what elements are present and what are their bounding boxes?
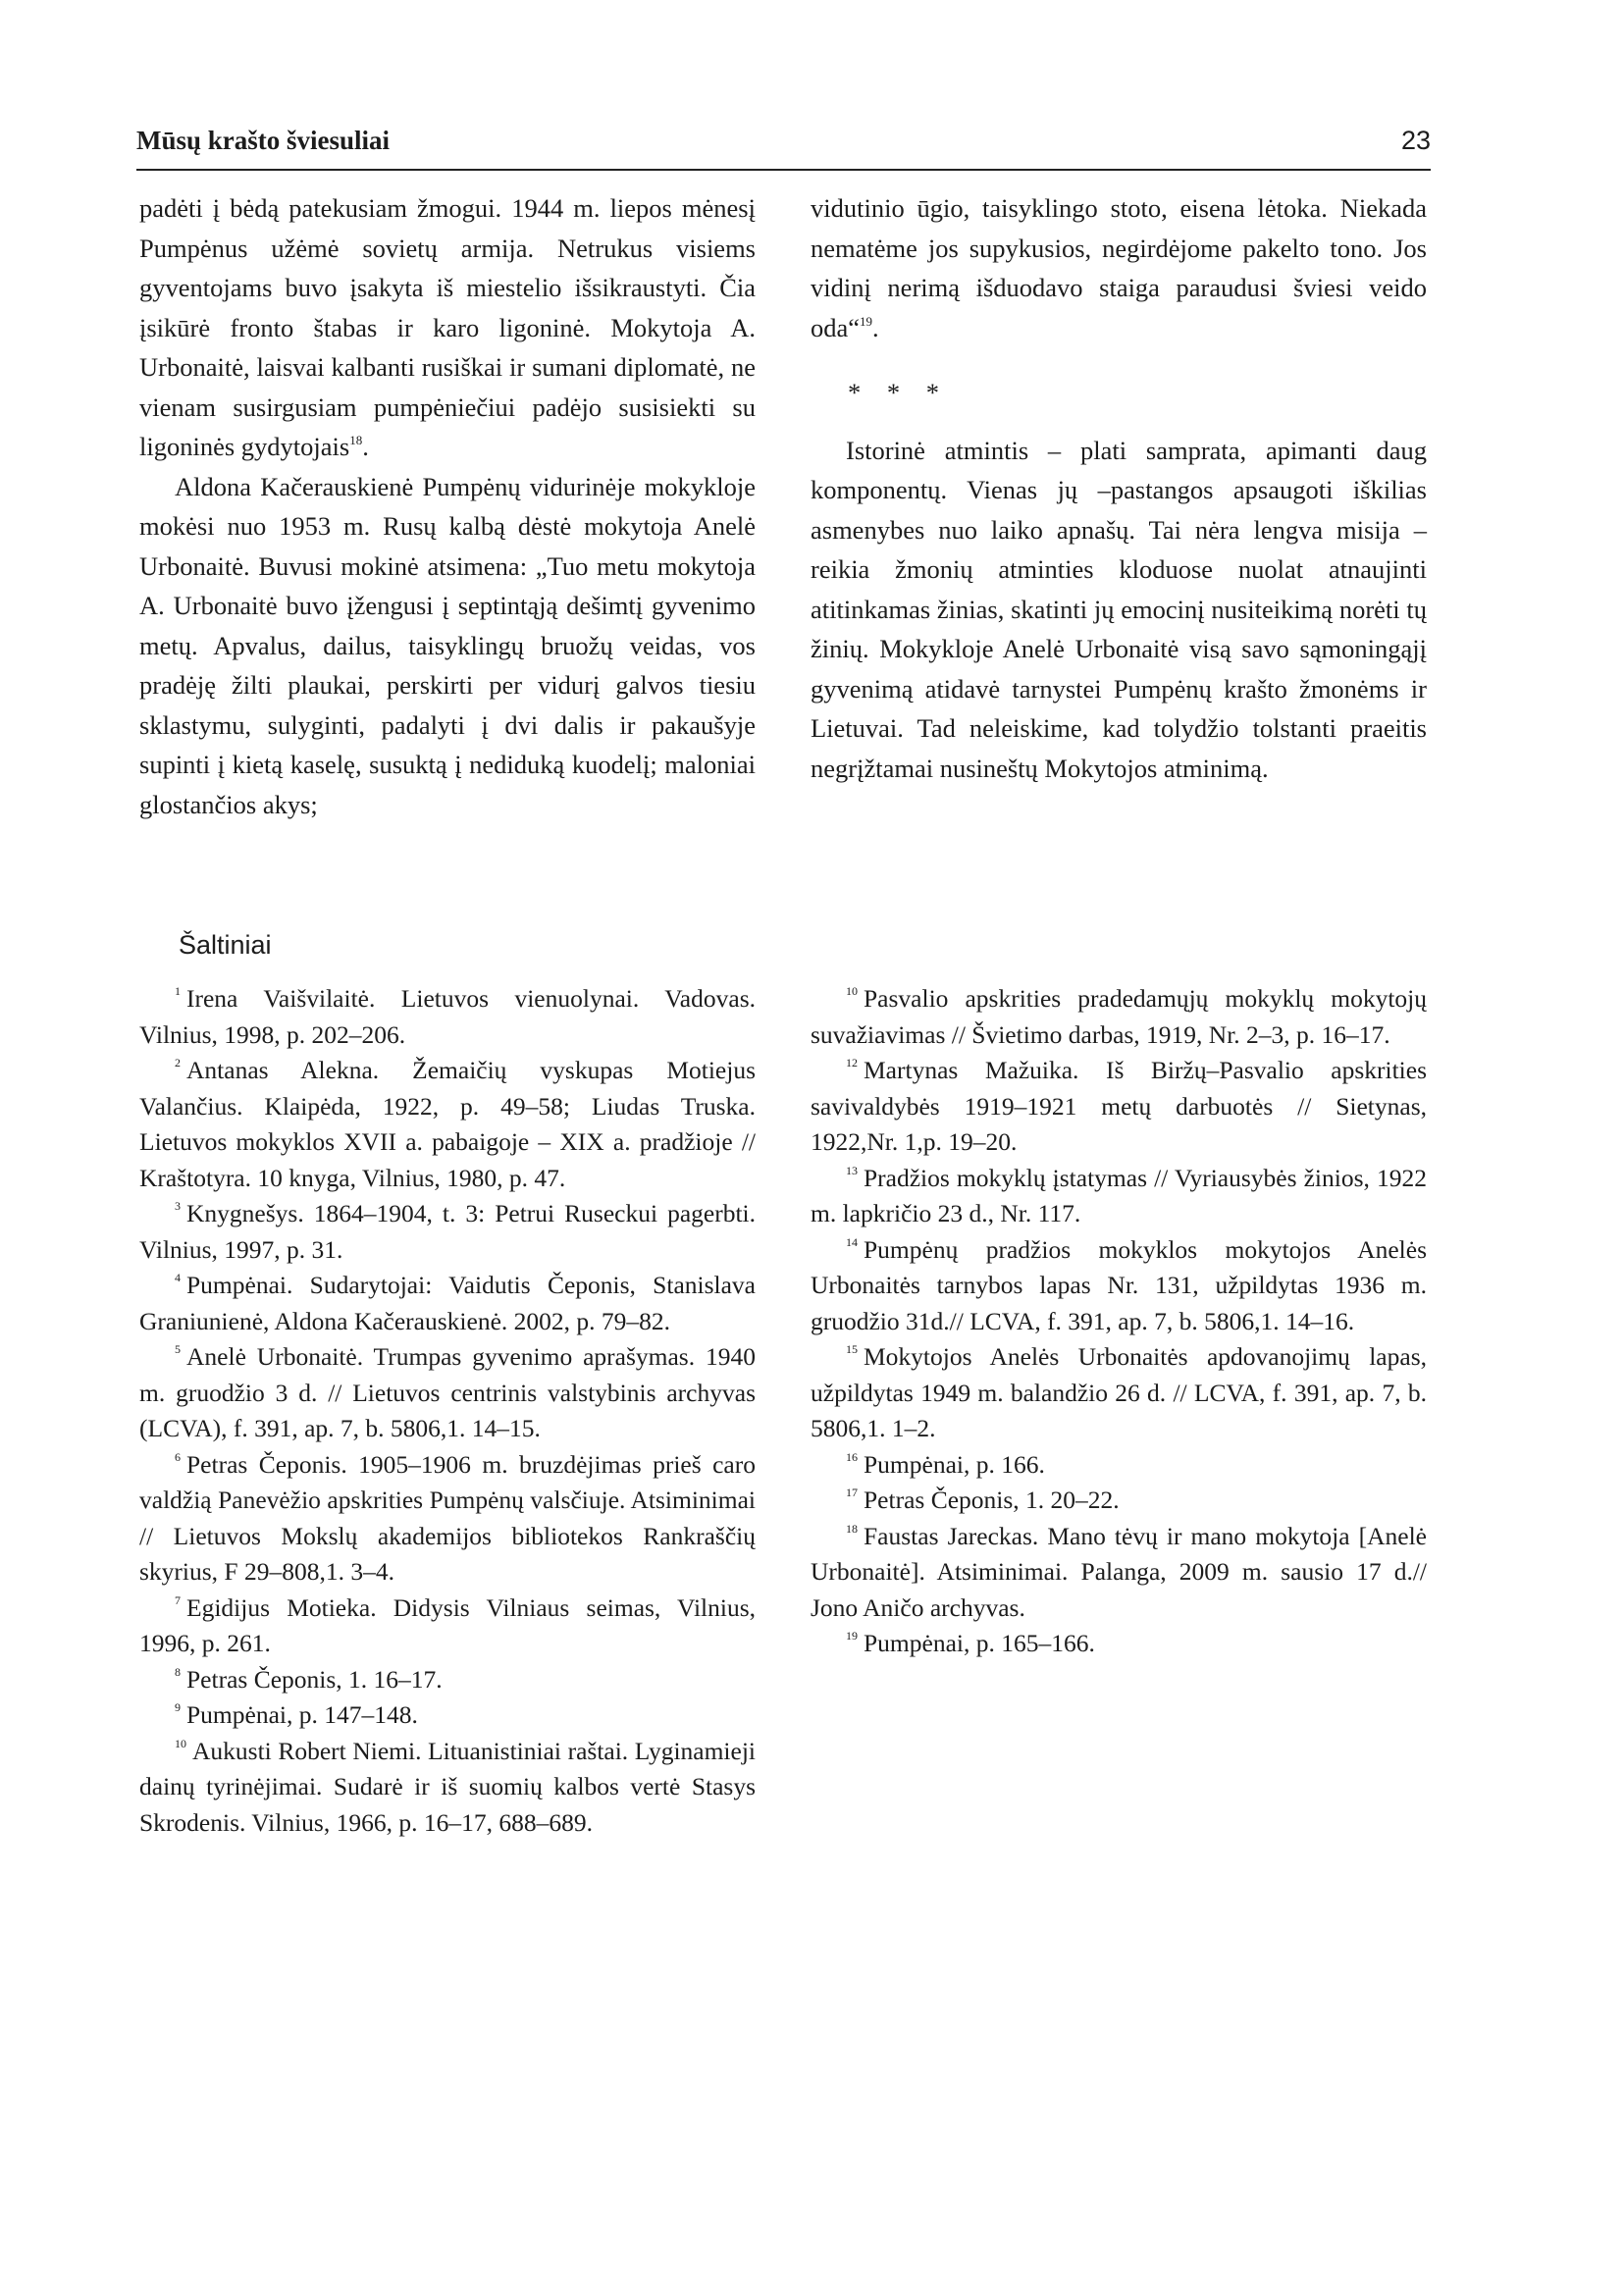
reference-text: Petras Čeponis, 1. 20–22. [864,1486,1120,1514]
reference-item [139,1447,756,1591]
reference-item [811,1483,1427,1519]
reference-text: Antanas Alekna. Žemaičių vyskupas Motiejus Valančius. Klaipėda, 1922, p. 49–58; Liudas Truska. Lietuvos mokyklos XVII a. pabaigoje – XIX a. pradžioje // Kraštotyra. 10 knyga, Vilnius, 1980, p. 47. [139,1056,756,1192]
reference-number: 13 [846,1163,858,1177]
reference-item [811,1339,1427,1447]
paragraph-text: Istorinė atmintis – plati samprata, apimanti daug komponentų. Vienas jų –pastangos apsaugoti iškilias asmenybes nuo laiko apnašų. Tai nėra lengva misija – reikia žmonių atminties kloduose nuolat atnaujinti atitinkamas žinias, skatinti jų emocinį nusiteikimą norėti tų žinių. Mokykloje Anelė Urbonaitė visą savo sąmoningąjį gyvenimą atidavė tarnystei Pumpėnų krašto žmonėms ir Lietuvai. Tad neleiskime, kad tolydžio tolstanti praeitis negrįžtamai nusineštų Mokytojos atminimą. [811,435,1427,783]
body-column-left [139,188,756,824]
references-column-right [811,981,1427,1662]
reference-text: Petras Čeponis. 1905–1906 m. bruzdėjimas prieš caro valdžią Panevėžio apskrities Pumpėnų valsčiuje. Atsiminimai // Lietuvos Mokslų akademijos bibliotekos Rankraščių skyrius, F 29–808,1. 3–4. [139,1449,756,1586]
section-title: Mūsų krašto šviesuliai [136,126,391,155]
reference-number: 8 [175,1664,181,1679]
reference-number: 10 [846,984,858,998]
reference-number: 4 [175,1271,181,1284]
reference-text: Faustas Jareckas. Mano tėvų ir mano mokytoja [Anelė Urbonaitė]. Atsiminimai. Palanga, 2009 m. sausio 17 d.// Jono Aničo archyvas. [811,1521,1427,1622]
paragraph-end: . [872,312,879,342]
reference-item [811,1626,1427,1662]
reference-number: 3 [175,1199,181,1213]
reference-item [811,1519,1427,1627]
reference-item [811,981,1427,1053]
reference-text: Knygnešys. 1864–1904, t. 3: Petrui Ruseckui pagerbti. Vilnius, 1997, p. 31. [139,1199,756,1264]
reference-item [139,1196,756,1268]
reference-number: 7 [175,1592,181,1607]
reference-number: 16 [846,1449,858,1464]
paragraph [811,431,1427,789]
paragraph [811,188,1427,347]
reference-number: 17 [846,1486,858,1499]
section-separator: * * * [848,378,949,407]
reference-text: Pumpėnai, p. 165–166. [864,1629,1095,1657]
footnote-ref: 18 [349,433,363,447]
reference-number: 14 [846,1234,858,1249]
paragraph-end: . [362,432,369,461]
reference-text: Egidijus Motieka. Didysis Vilniaus seimas, Vilnius, 1996, p. 261. [139,1592,756,1657]
reference-item [139,1053,756,1196]
reference-text: Irena Vaišvilaitė. Lietuvos vienuolynai. Vadovas. Vilnius, 1998, p. 202–206. [139,984,756,1049]
reference-item [811,1161,1427,1232]
reference-number: 6 [175,1449,181,1464]
running-header [136,120,1431,171]
reference-item [139,1662,756,1698]
reference-item [139,1591,756,1662]
reference-number: 9 [175,1700,181,1714]
reference-item [139,1268,756,1339]
reference-item [139,1339,756,1447]
reference-item [811,1232,1427,1340]
paragraph [139,188,756,467]
reference-number: 15 [846,1342,858,1356]
reference-text: Pasvalio apskrities pradedamųjų mokyklų mokytojų suvažiavimas // Švietimo darbas, 1919, Nr. 2–3, p. 16–17. [811,984,1427,1049]
reference-text: Anelė Urbonaitė. Trumpas gyvenimo aprašymas. 1940 m. gruodžio 3 d. // Lietuvos centrinis valstybinis archyvas (LCVA), f. 391, ap. 7, b. 5806,1. 14–15. [139,1342,756,1442]
reference-text: Pumpėnai, p. 166. [864,1449,1045,1479]
reference-text: Aukusti Robert Niemi. Lituanistiniai raštai. Lyginamieji dainų tyrinėjimai. Sudarė ir iš suomių kalbos vertė Stasys Skrodenis. Vilnius, 1966, p. 16–17, 688–689. [139,1736,756,1837]
page-number: 23 [1400,126,1431,155]
reference-item [139,981,756,1053]
reference-text: Pradžios mokyklų įstatymas // Vyriausybės žinios, 1922 m. lapkričio 23 d., Nr. 117. [811,1163,1427,1227]
paragraph [139,467,756,825]
reference-item [139,1734,756,1842]
paragraph-text: Aldona Kačerauskienė Pumpėnų vidurinėje mokykloje mokėsi nuo 1953 m. Rusų kalbą dėstė mokytoja Anelė Urbonaitė. Buvusi mokinė atsimena: „Tuo metu mokytoja A. Urbonaitė buvo įžengusi į septintąją dešimtį gyvenimo metų. Apvalus, dailus, taisyklingų bruožų veidas, vos pradėję žilti plaukai, perskirti per vidurį galvos tiesiu sklastymu, sulyginti, padalyti į dvi dalis ir pakaušyje supinti į kietą kaselę, susuktą į nediduką kuodelį; maloniai glostančios akys; [139,471,756,819]
paragraph-text: padėti į bėdą patekusiam žmogui. 1944 m. liepos mėnesį Pumpėnus užėmė sovietų armija. Netrukus visiems gyventojams buvo įsakyta iš miestelio išsikraustyti. Čia įsikūrė fronto štabas ir karo ligoninė. Mokytoja A. Urbonaitė, laisvai kalbanti rusiškai ir sumani diplomatė, ne vienam susirgusiam pumpėniečiui padėjo susisiekti su ligoninės gydytojais [139,193,756,461]
reference-text: Pumpėnai, p. 147–148. [186,1700,418,1729]
reference-text: Pumpėnai. Sudarytojai: Vaidutis Čeponis, Stanislava Graniunienė, Aldona Kačerauskienė. 2002, p. 79–82. [139,1271,756,1335]
reference-number: 1 [175,984,181,998]
reference-number: 5 [175,1342,181,1356]
reference-number: 19 [846,1629,858,1643]
paragraph-text: vidutinio ūgio, taisyklingo stoto, eisena lėtoka. Niekada nematėme jos supykusios, negirdėjome pakelto tono. Jos vidinį nerimą išduodavo staiga paraudusi šviesi veido oda“ [811,193,1427,342]
body-column-right [811,188,1427,788]
reference-text: Pumpėnų pradžios mokyklos mokytojos Anelės Urbonaitės tarnybos lapas Nr. 131, užpildytas 1936 m. gruodžio 31d.// LCVA, f. 391, ap. 7, b. 5806,1. 14–16. [811,1234,1427,1335]
sources-heading: Šaltiniai [179,930,272,960]
reference-item [139,1697,756,1734]
reference-item [811,1447,1427,1484]
reference-text: Mokytojos Anelės Urbonaitės apdovanojimų lapas, užpildytas 1949 m. balandžio 26 d. // LCVA, f. 391, ap. 7, b. 5806,1. 1–2. [811,1342,1427,1442]
reference-item [811,1053,1427,1161]
reference-number: 12 [846,1056,858,1069]
reference-number: 18 [846,1521,858,1536]
reference-text: Martynas Mažuika. Iš Biržų–Pasvalio apskrities savivaldybės 1919–1921 metų darbuotės // Sietynas, 1922,Nr. 1,p. 19–20. [811,1056,1427,1156]
reference-number: 2 [175,1056,181,1069]
footnote-ref: 19 [860,313,873,329]
reference-number: 10 [175,1736,186,1750]
reference-text: Petras Čeponis, 1. 16–17. [186,1664,443,1694]
references-column-left [139,981,756,1841]
